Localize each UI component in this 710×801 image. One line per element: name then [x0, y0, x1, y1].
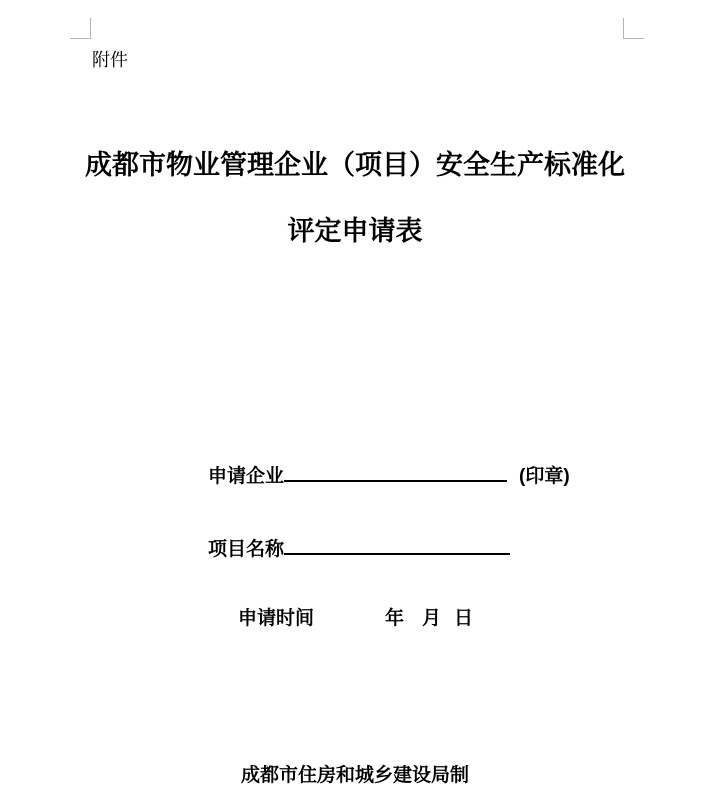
- applicant-row: [208, 460, 570, 489]
- project-blank-field[interactable]: [284, 533, 510, 555]
- applicant-blank-field[interactable]: [284, 460, 507, 482]
- document-title-line2: 评定申请表: [287, 216, 423, 246]
- month-unit-label: 月: [422, 608, 442, 629]
- text-boundary-mark-top-left: [70, 18, 91, 39]
- applicant-label: 申请企业: [208, 466, 285, 487]
- apply-date-label: 申请时间: [238, 608, 315, 629]
- year-unit-label: 年: [385, 608, 405, 629]
- day-unit-label: 日: [454, 608, 474, 629]
- document-title-line1: 成都市物业管理企业（项目）安全生产标准化: [85, 150, 625, 180]
- project-label: 项目名称: [208, 539, 285, 560]
- attachment-label: 附件: [92, 50, 128, 70]
- text-boundary-mark-top-right: [623, 18, 644, 39]
- apply-date-row: [238, 606, 473, 631]
- issuing-authority-label: 成都市住房和城乡建设局制: [240, 765, 469, 786]
- seal-note-label: (印章): [519, 466, 570, 487]
- project-row: [208, 533, 510, 562]
